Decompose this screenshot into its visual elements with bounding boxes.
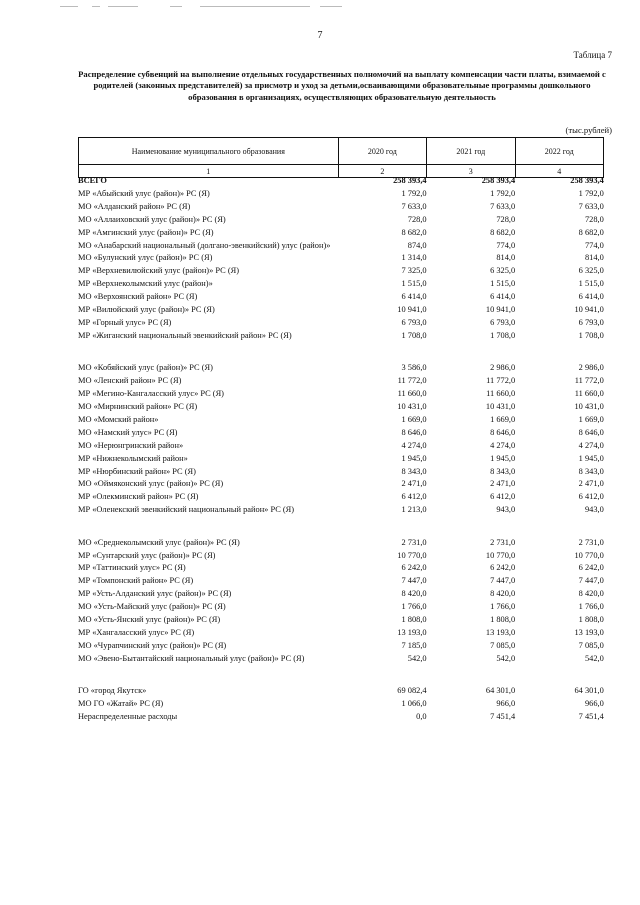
value-2021: 1 515,0 [490,279,516,289]
value-2021: 943,0 [496,505,516,515]
table-row [78,214,604,227]
table-row [78,291,604,304]
value-2020: 6 414,0 [401,292,427,302]
row-name: МР «Хангаласский улус» РС (Я) [78,628,195,637]
value-2020: 0,0 [416,712,427,722]
value-2022: 966,0 [584,699,604,709]
value-2021: 6 412,0 [490,492,516,502]
table-row [78,491,604,504]
value-2020: 7 325,0 [401,266,427,276]
value-2021: 728,0 [496,214,516,224]
table-row [78,614,604,627]
value-2021: 8 682,0 [490,227,516,237]
value-2020: 1 314,0 [401,253,427,263]
value-2021: 6 242,0 [490,563,516,573]
value-2022: 10 770,0 [574,550,604,560]
value-2021: 11 772,0 [486,376,516,386]
value-2021: 1 808,0 [490,615,516,625]
table-row [78,401,604,414]
row-name: МО «Намский улус» РС (Я) [78,427,178,437]
row-name: МО «Эвено-Бытантайский национальный улус (район)» РС (Я) [78,653,305,663]
table-row [78,414,604,427]
value-2020: 6 412,0 [401,492,427,502]
table-row [78,550,604,563]
row-name: МО «Верхоянский район» РС (Я) [78,292,198,302]
value-2022: 1 766,0 [578,602,604,612]
value-2021: 11 660,0 [486,389,516,399]
value-2021: 7 451,4 [490,712,516,722]
table-row [78,453,604,466]
value-2020: 13 193,0 [397,628,427,637]
value-2020: 728,0 [407,214,427,224]
value-2022: 542,0 [584,653,604,663]
value-2021: 10 431,0 [485,402,516,411]
group-spacer [78,343,604,363]
row-name: МР «Мегино-Кангаласский улус» РС (Я) [78,389,224,399]
row-name: МР «Томпонский район» РС (Я) [78,576,194,586]
row-name: МО «Аллаиховский улус (район)» РС (Я) [78,214,226,224]
column-number: 4 [515,165,603,178]
row-name: МР «Верхнеколымский улус (район)» [78,279,213,289]
table-row [78,685,604,698]
value-2021: 2 986,0 [490,363,516,373]
table-header [78,137,604,178]
value-2021: 2 731,0 [490,537,516,547]
group-spacer [78,666,604,686]
row-name: МР «Амгинский улус (район)» РС (Я) [78,227,214,237]
value-2022: 8 420,0 [578,589,604,599]
table-row [78,588,604,601]
table-row [78,388,604,401]
table-row [78,278,604,291]
value-2020: 10 770,0 [397,550,427,560]
value-2020: 11 772,0 [397,376,427,386]
row-name: МР «Оленекский эвенкийский национальный район» РС (Я) [78,505,295,515]
value-2020: 11 660,0 [397,389,427,399]
value-2020: 1 213,0 [401,505,427,515]
value-2020: 10 941,0 [397,305,427,315]
value-2021: 7 447,0 [490,576,516,586]
column-number: 2 [338,165,426,178]
table-row [78,537,604,550]
value-2021: 814,0 [496,253,516,263]
column-header: 2021 год [427,138,515,165]
group-spacer [78,517,604,537]
table-row [78,711,604,724]
value-2021: 7 633,0 [490,201,516,211]
row-name: МО «Момский район» [78,414,159,424]
value-2020: 7 447,0 [401,576,427,586]
value-2021: 1 669,0 [490,414,516,424]
row-name: МО «Чурапчинский улус (район)» РС (Я) [78,640,227,650]
value-2020: 8 343,0 [401,466,427,476]
table-row [78,330,604,343]
row-name: МР «Олекминский район» РС (Я) [78,492,199,502]
value-2020: 8 682,0 [401,227,427,237]
value-2022: 6 414,0 [578,292,604,302]
value-2022: 2 731,0 [578,537,604,547]
row-name: МО «Среднеколымский улус (район)» РС (Я) [78,537,240,547]
value-2020: 1 708,0 [401,330,427,340]
value-2020: 69 082,4 [397,686,427,696]
scan-artifact [0,0,640,14]
column-number: 3 [427,165,515,178]
value-2020: 1 066,0 [401,699,427,709]
value-2020: 1 808,0 [401,615,427,625]
value-2022: 7 451,4 [578,712,604,722]
value-2021: 774,0 [496,240,516,250]
value-2020: 1 945,0 [401,453,427,463]
value-2021: 10 770,0 [485,550,516,560]
value-2020: 1 792,0 [401,188,427,198]
value-2022: 258 393,4 [570,176,604,185]
units-label: (тыс.рублей) [565,125,612,135]
value-2022: 814,0 [584,253,604,263]
value-2022: 6 242,0 [578,563,604,573]
value-2022: 1 669,0 [578,414,604,424]
value-2021: 1 766,0 [490,602,516,612]
value-2022: 7 447,0 [578,576,604,586]
value-2022: 943,0 [584,505,604,515]
value-2021: 1 792,0 [490,188,516,198]
column-header: Наименование муниципального образования [79,138,339,165]
table-row [78,427,604,440]
row-name: МР «Верхневилюйский улус (район)» РС (Я) [78,266,239,276]
table-row [78,601,604,614]
value-2022: 8 646,0 [578,427,604,437]
table-row [78,478,604,491]
value-2021: 13 193,0 [485,628,516,637]
value-2020: 7 633,0 [401,201,427,211]
value-2022: 4 274,0 [578,440,604,450]
table-row [78,504,604,517]
value-2022: 6 793,0 [578,317,604,327]
row-name: ГО «город Якутск» [78,686,147,696]
row-name: МО «Оймяконский улус (район)» РС (Я) [78,479,224,489]
table-row [78,227,604,240]
row-name: МО «Усть-Янский улус (район)» РС (Я) [78,615,221,625]
value-2020: 8 420,0 [401,589,427,599]
value-2022: 1 515,0 [578,279,604,289]
row-name: МО «Ленский район» РС (Я) [78,376,182,386]
table-row [78,575,604,588]
value-2022: 13 193,0 [574,628,604,637]
value-2022: 11 660,0 [574,389,604,399]
row-name: МР «Таттинский улус» РС (Я) [78,563,186,573]
value-2021: 7 085,0 [490,640,516,650]
table-row [78,640,604,653]
table-row [78,304,604,317]
table-body [78,175,604,724]
value-2021: 542,0 [496,653,516,663]
row-name: МР «Усть-Алданский улус (район)» РС (Я) [78,589,232,599]
value-2021: 258 393,4 [481,176,516,185]
value-2022: 2 471,0 [578,479,604,489]
value-2020: 2 471,0 [401,479,427,489]
row-name: МО «Усть-Майский улус (район)» РС (Я) [78,602,226,612]
column-header: 2022 год [515,138,603,165]
value-2022: 7 085,0 [578,640,604,650]
table-row [78,440,604,453]
table-row [78,375,604,388]
page-number: 7 [317,30,323,41]
value-2020: 542,0 [407,653,427,663]
row-name: МО «Нерюнгринский район» [78,440,184,450]
header-row [79,138,604,165]
value-2022: 2 986,0 [578,363,604,373]
value-2022: 10 431,0 [574,402,604,411]
value-2020: 6 793,0 [401,317,427,327]
row-name: ВСЕГО [78,176,107,185]
value-2021: 10 941,0 [485,305,516,315]
table-row [78,265,604,278]
value-2020: 874,0 [407,240,427,250]
column-number: 1 [79,165,339,178]
value-2020: 1 669,0 [401,414,427,424]
table-row [78,466,604,479]
value-2022: 7 633,0 [578,201,604,211]
value-2021: 1 945,0 [490,453,516,463]
row-name: МО «Мирнинский район» РС (Я) [78,402,198,411]
total-row [78,175,604,188]
value-2020: 2 731,0 [401,537,427,547]
row-name: МР «Абыйский улус (район)» РС (Я) [78,188,210,198]
row-name: МР «Нюрбинский район» РС (Я) [78,466,196,476]
value-2022: 10 941,0 [574,305,604,315]
table-row [78,201,604,214]
value-2022: 8 682,0 [578,227,604,237]
value-2021: 4 274,0 [490,440,516,450]
value-2022: 728,0 [584,214,604,224]
row-name: МО «Кобяйский улус (район)» РС (Я) [78,363,213,373]
row-name: МО «Алданский район» РС (Я) [78,201,191,211]
value-2021: 6 325,0 [490,266,516,276]
row-name: МО «Булунский улус (район)» РС (Я) [78,253,213,263]
table-row [78,362,604,375]
table-row [78,317,604,330]
value-2021: 8 420,0 [490,589,516,599]
value-2021: 2 471,0 [490,479,516,489]
value-2020: 10 431,0 [397,402,427,411]
value-2020: 7 185,0 [401,640,427,650]
row-name: Нераспределенные расходы [78,712,178,722]
value-2020: 258 393,4 [393,176,427,185]
value-2021: 8 343,0 [490,466,516,476]
value-2022: 6 412,0 [578,492,604,502]
value-2021: 64 301,0 [485,686,516,696]
row-name: МО ГО «Жатай» РС (Я) [78,699,164,709]
table-row [78,698,604,711]
value-2022: 11 772,0 [574,376,604,386]
value-2021: 1 708,0 [490,330,516,340]
value-2021: 8 646,0 [490,427,516,437]
row-name: МР «Нижнеколымский район» [78,453,188,463]
row-name: МР «Сунтарский улус (район)» РС (Я) [78,550,216,560]
value-2022: 1 808,0 [578,615,604,625]
value-2020: 8 646,0 [401,427,427,437]
document-title: Распределение субвенций на выполнение отдельных государственных полномочий на выплату компенсации части платы, взимаемой с родителей (законных представителей) за присмотр и уход за детьми,осваивающими образовательные программы дошкольного образования в организациях, осуществляющих образовательную деятельность [78,69,606,102]
column-header: 2020 год [338,138,426,165]
table-row [78,653,604,666]
value-2022: 8 343,0 [578,466,604,476]
value-2022: 1 945,0 [578,453,604,463]
value-2020: 6 242,0 [401,563,427,573]
row-name: МР «Горный улус» РС (Я) [78,317,172,327]
table-row [78,562,604,575]
row-name: МР «Жиганский национальный эвенкийский район» РС (Я) [78,330,292,340]
value-2021: 6 414,0 [490,292,516,302]
row-name: МР «Вилюйский улус (район)» РС (Я) [78,305,215,315]
value-2022: 6 325,0 [578,266,604,276]
table-row [78,188,604,201]
value-2020: 3 586,0 [401,363,427,373]
table-row [78,240,604,253]
row-name: МО «Анабарский национальный (долгано-эвенкийский) улус (район)» [78,240,331,250]
value-2020: 1 515,0 [401,279,427,289]
value-2020: 1 766,0 [401,602,427,612]
value-2020: 4 274,0 [401,440,427,450]
value-2022: 1 708,0 [578,330,604,340]
table-label: Таблица 7 [573,50,612,60]
value-2022: 64 301,0 [574,686,604,696]
value-2021: 966,0 [496,699,516,709]
table-row [78,252,604,265]
value-2021: 6 793,0 [490,317,516,327]
table-row [78,627,604,640]
value-2022: 1 792,0 [578,188,604,198]
value-2022: 774,0 [584,240,604,250]
